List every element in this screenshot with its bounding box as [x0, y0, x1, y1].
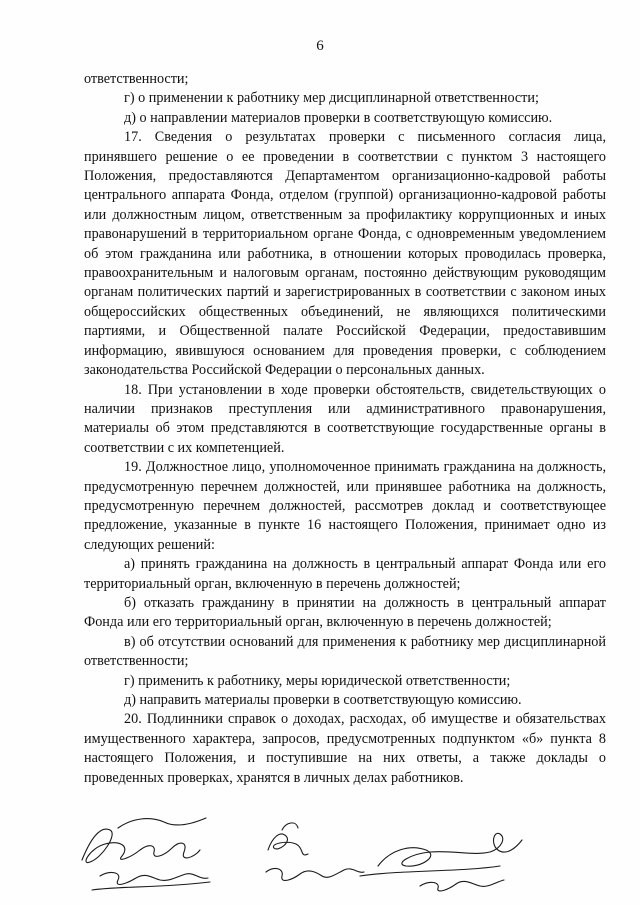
paragraph-19-d: д) направить материалы проверки в соответствующую комиссию.	[124, 692, 522, 708]
signatures	[60, 800, 580, 900]
paragraph-continuation: ответственности;	[84, 71, 189, 87]
document-body	[84, 70, 606, 788]
paragraph-19-v: в) об отсутствии оснований для применения к работнику мер дисциплинарной ответственности;	[84, 633, 606, 670]
paragraph-item-g: г) о применении к работнику мер дисциплинарной ответственности;	[124, 90, 539, 107]
signature-1	[82, 818, 210, 890]
paragraph-19-g: г) применить к работнику, меры юридической ответственности;	[124, 672, 511, 689]
paragraph-17: 17. Сведения о результатах проверки с письменного согласия лица, принявшего решение о ее проведении в соответствии с пунктом 3 настоящего Положения, предоставляются Департаментом организационно-кадровой работы центрального аппарата Фонда, отделом (группой) организационно-кадровой работы или должностным лицом, ответственным за профилактику коррупционных и иных правонарушений в территориальном органе Фонда, с одновременным уведомлением об этом гражданина или работника, в отношении которых проводилась проверка, правоохранительным и налоговым органам, постоянно действующим руководящим органам политических партий и зарегистрированных в соответствии с законом иных общероссийских общественных объединений, не являющихся политическими партиями, и Общественной палате Российской Федерации, предоставившим информацию, явившуюся основанием для проведения проверки, с соблюдением законодательства Российской Федерации о персональных данных.	[84, 129, 606, 379]
paragraph-20: 20. Подлинники справок о доходах, расходах, об имуществе и обязательствах имущественного характера, запросов, предусмотренных подпунктом «б» пункта 8 настоящего Положения, и поступившие на них ответы, а также доклады о проведенных проверках, хранятся в личных делах работников.	[84, 711, 606, 786]
paragraph-18: 18. При установлении в ходе проверки обстоятельств, свидетельствующих о наличии признаков преступления или административного правонарушения, материалы об этом представляются в соответствующие государственные органы в соответствии с их компетенцией.	[84, 381, 606, 456]
paragraph-19-b: б) отказать гражданину в принятии на должность в центральный аппарат Фонда или его территориальный орган, включенную в перечень должностей;	[84, 594, 606, 631]
paragraph-item-d: д) о направлении материалов проверки в соответствующую комиссию.	[124, 109, 553, 126]
paragraph-19: 19. Должностное лицо, уполномоченное принимать гражданина на должность, предусмотренную перечнем должностей, или принявшее работника на должность, предусмотренную перечнем должностей, рассмотрев доклад и соответствующее предложение, указанные в пункте 16 настоящего Положения, принимает одно из следующих решений:	[84, 459, 606, 553]
paragraph-19-a: а) принять гражданина на должность в центральный аппарат Фонда или его территориальный орган, включенную в перечень должностей;	[84, 556, 606, 592]
page-number: 6	[316, 38, 324, 54]
handwritten-signatures	[60, 800, 580, 900]
signature-2	[266, 823, 364, 881]
signature-3	[360, 833, 522, 891]
